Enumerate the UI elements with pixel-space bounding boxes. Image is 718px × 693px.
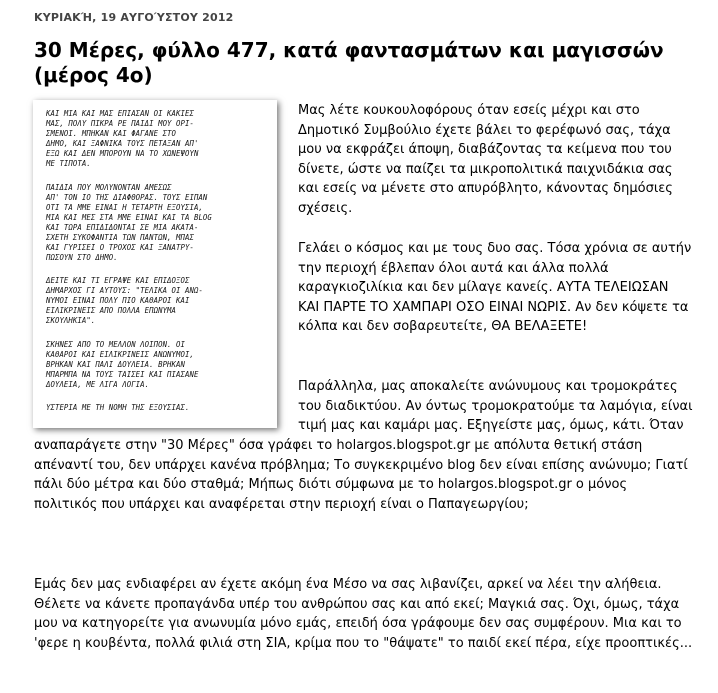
post-title[interactable]: 30 Μέρες, φύλλο 477, κατά φαντασμάτων και μαγισσών (μέρος 4ο) bbox=[34, 38, 664, 87]
clipping-line: ΕΞΩ ΚΑΙ ΔΕΝ ΜΠΟΡΟΥΝ ΝΑ ΤΟ ΧΩΝΕΨΟΥΝ bbox=[46, 148, 199, 158]
clipping-line: ΑΠ' ΤΟΝ ΙΟ ΤΗΣ ΔΙΑΦΘΟΡΑΣ. ΤΟΥΣ ΕΙΠΑΝ bbox=[46, 192, 208, 202]
clipping-line: ΣΚΗΝΕΣ ΑΠΟ ΤΟ ΜΕΛΛΟΝ ΛΟΙΠΟΝ. ΟΙ bbox=[46, 339, 185, 349]
clipping-line: ΒΡΗΚΑΝ ΚΑΙ ΠΑΛΙ ΔΟΥΛΕΙΑ. ΒΡΗΚΑΝ bbox=[46, 359, 185, 369]
clipping-line: ΥΣΤΕΡΙΑ ΜΕ ΤΗ ΝΟΜΗ ΤΗΣ ΕΞΟΥΣΙΑΣ. bbox=[46, 402, 190, 412]
body-paragraph-2: Γελάει ο κόσμος και με τους δυο σας. Τόσα χρόνια σε αυτήν την περιοχή έβλεπαν όλοι αυτά και άλλα πολλά καραγκιοζιλίκια και δεν μίλαγε κανείς. ΑΥΤΑ ΤΕΛΕΙΩΣΑΝ ΚΑΙ ΠΑΡΤΕ ΤΟ ΧΑΜΠΑΡΙ ΟΣΟ ΕΙΝΑΙ ΝΩΡΙΣ. Αν δεν κόψετε τα κόλπα και δεν σοβαρευτείτε, ΘΑ ΒΕΛΑΞΕΤΕ! bbox=[298, 241, 692, 334]
clipping-line: ΜΙΑ ΚΑΙ ΜΕΣ ΣΤΑ ΜΜΕ ΕΙΝΑΙ ΚΑΙ ΤΑ BLOG bbox=[46, 212, 212, 222]
body-paragraph-3-continued: αναπαράγετε στην "30 Μέρες" όσα γράφει το holargos.blogspot.gr με απόλυτα θετική στάση απέναντί του, δεν υπάρχει κανένα πρόβλημα; Το συγκεκριμένο blog δεν είναι επίσης ανώνυμο; Γιατί πάλι δύο μέτρα και δύο σταθμά; Μήπως διότι σύμφωνα με το holargos.blogspot.gr ο μόνος πολιτικός που υπάρχει και αναφέρεται στην περιοχή είναι ο Παπαγεωργίου; bbox=[34, 438, 688, 512]
clipping-line: ΟΤΙ ΤΑ ΜΜΕ ΕΙΝΑΙ Η ΤΕΤΑΡΤΗ ΕΞΟΥΣΙΑ, bbox=[46, 202, 203, 212]
clipping-line: ΣΚΟΥΛΗΚΙΑ". bbox=[46, 315, 96, 325]
clipping-line: ΠΑΙΔΙΑ ΠΟΥ ΜΟΛΥΝΟΝΤΑΝ ΑΜΕΣΩΣ bbox=[46, 182, 172, 192]
clipping-line: ΔΟΥΛΕΙΑ, ΜΕ ΛΙΓΑ ΛΟΓΙΑ. bbox=[46, 379, 150, 389]
clipping-line: ΠΩΣΟΥΝ ΣΤΟ ΔΗΜΟ. bbox=[46, 252, 118, 262]
body-paragraph-3-start: Παράλληλα, μας αποκαλείτε ανώνυμους και τρομοκράτες του διαδικτύου. Αν όντως τρομοκρατούμε τα λαμόγια, είναι τιμή μας και καμάρι μας. Εξηγείστε μας, όμως, κάτι. Όταν bbox=[298, 379, 693, 433]
clipping-line: ΚΑΘΑΡΟΙ ΚΑΙ ΕΙΛΙΚΡΙΝΕΙΣ ΑΝΩΝΥΜΟΙ, bbox=[46, 349, 194, 359]
clipping-line: ΜΕ ΤΙΠΟΤΑ. bbox=[46, 158, 91, 168]
body-paragraph-4: Εμάς δεν μας ενδιαφέρει αν έχετε ακόμη ένα Μέσο να σας λιβανίζει, αρκεί να λέει την αλήθεια. Θέλετε να κάνετε προπαγάνδα υπέρ του ανθρώπου σας και από εκεί; Μαγκιά σας. Όχι, όμως, τάχα μου να κατηγορείτε για ανωνυμία μόνο εμάς, επειδή όσα γράφουμε δεν σας συμφέρουν. Μια και το 'φερε η κουβέντα, πολλά φιλιά στη ΣΙΑ, κρίμα που το "θάψατε" το παιδί εκεί πέρα, είχε προοπτικές... bbox=[34, 577, 693, 651]
clipping-line: ΕΙΛΙΚΡΙΝΕΙΣ ΑΠΟ ΠΟΛΛΑ ΕΠΩΝΥΜΑ bbox=[46, 305, 177, 315]
clipping-line: ΔΕΙΤΕ ΚΑΙ ΤΙ ΕΓΡΑΨΕ ΚΑΙ ΕΠΙΔΟΞΟΣ bbox=[46, 275, 190, 285]
clipping-line: ΝΥΜΟΙ ΕΙΝΑΙ ΠΟΛΥ ΠΙΟ ΚΑΘΑΡΟΙ ΚΑΙ bbox=[46, 295, 190, 305]
clipping-line: ΜΑΣ, ΠΟΛΥ ΠΙΚΡΑ ΡΕ ΠΑΙΔΙ ΜΟΥ ΟΡΙ- bbox=[46, 118, 194, 128]
clipping-line: ΔΗΜΑΡΧΟΣ ΓΙ ΑΥΤΟΥΣ: "ΤΕΛΙΚΑ ΟΙ ΑΝΩ- bbox=[46, 285, 203, 295]
clipping-line: ΣΧΕΤΗ ΣΥΚΟΦΑΝΤΙΑ ΤΩΝ ΠΑΝΤΩΝ, ΜΠΑΣ bbox=[46, 232, 194, 242]
clipping-line: ΚΑΙ ΓΥΡΙΣΕΙ Ο ΤΡΟΧΟΣ ΚΑΙ ΞΑΝΑΤΡΥ- bbox=[46, 242, 194, 252]
body-paragraph-1: Μας λέτε κουκουλοφόρους όταν εσείς μέχρι και στο Δημοτικό Συμβούλιο έχετε βάλει το φερέφωνό σας, τάχα μου να εκφράζει άποψη, διαβάζοντας τα κείμενα που του δίνετε, ώστε να παίζει τα μικροπολιτικά παιχνιδάκια σας και εσείς να μένετε στο απυρόβλητο, κάνοντας δημόσιες σχέσεις. bbox=[298, 103, 673, 216]
clipping-line: ΚΑΙ ΤΩΡΑ ΕΠΙΔΙΔΟΝΤΑΙ ΣΕ ΜΙΑ ΑΚΑΤΑ- bbox=[46, 222, 199, 232]
post-date: ΚΥΡΙΑΚΉ, 19 ΑΥΓΟΎΣΤΟΥ 2012 bbox=[34, 11, 234, 24]
clipping-line: ΔΗΜΟ, ΚΑΙ ΞΑΦΝΙΚΑ ΤΟΥΣ ΠΕΤΑΞΑΝ ΑΠ' bbox=[46, 138, 199, 148]
clipping-line: ΚΑΙ ΜΙΑ ΚΑΙ ΜΑΣ ΕΠΙΑΣΑΝ ΟΙ ΚΑΚΙΕΣ bbox=[46, 108, 194, 118]
scanned-clipping-image[interactable] bbox=[33, 100, 277, 428]
clipping-line: ΣΜΕΝΟΙ. ΜΠΗΚΑΝ ΚΑΙ ΦΑΓΑΝΕ ΣΤΟ bbox=[46, 128, 177, 138]
clipping-line: ΜΠΑΡΜΠΑ ΝΑ ΤΟΥΣ ΤΑΙΣΕΙ ΚΑΙ ΠΙΑΣΑΝΕ bbox=[46, 369, 199, 379]
